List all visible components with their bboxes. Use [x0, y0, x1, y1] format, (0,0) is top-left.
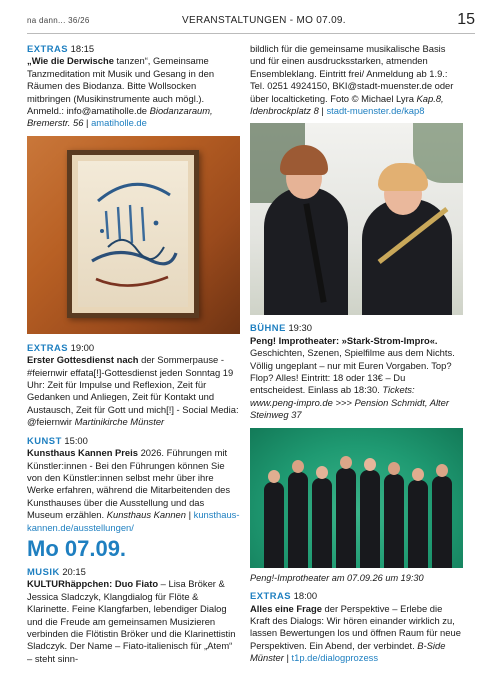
picture-frame: [67, 150, 199, 318]
category-label: EXTRAS: [250, 590, 292, 602]
event-listing: [250, 590, 463, 664]
event-description: bildlich für die gemeinsame musikalische Basis und für einen ausdrucksstarken, atmenden Ensembleklang. Eintritt frei/ Anmeldung ab 1.9.: Tel. 0251 4924150, BKI@stadt-muenster.de oder über localticketing. Foto © Michael Lyra: [250, 43, 454, 104]
performer-figure: [336, 468, 356, 568]
category-label: BÜHNE: [250, 322, 286, 334]
event-venue: Biodanzaraum, Bremerstr. 56: [27, 105, 213, 129]
performer-face: [268, 470, 280, 483]
event-title: „Wie die Derwische: [27, 55, 114, 67]
event-title: Alles eine Frage: [250, 602, 322, 614]
separator: |: [185, 509, 194, 521]
event-venue: Tickets: www.peng-impro.de >>> Pension Schmidt, Alter Steinweg 37: [250, 384, 449, 421]
page-number: 15: [457, 11, 475, 28]
event-listing: [27, 566, 240, 665]
category-label: EXTRAS: [27, 43, 69, 54]
right-column: [250, 43, 463, 665]
event-description: der Sommerpause - #feiernwir effata[!]-Gottesdienst jeden Sonntag 19 Uhr: Zeit für Impulse und Reflexion, Zeit für Gedanken und Anliegen, Zeit für Kontakt und Austausch, Zeit für Gott und mich[!] - Social Media: @feiernwir: [27, 354, 239, 428]
event-time: 19:00: [68, 341, 95, 353]
event-title: Kunsthaus Kannen Preis: [27, 447, 138, 459]
event-listing: [27, 435, 240, 534]
category-label: KUNST: [27, 434, 62, 446]
performer-face: [292, 460, 304, 473]
performer-figure: [288, 472, 308, 568]
event-listing: [27, 342, 240, 429]
event-venue: Martinikirche Münster: [74, 416, 165, 428]
performer-face: [388, 462, 400, 475]
performer-figure: [312, 478, 332, 568]
section-title: VERANSTALTUNGEN - MO 07.09.: [182, 15, 346, 26]
event-time: 20:15: [59, 565, 86, 577]
separator: |: [318, 105, 327, 117]
photo-caption: Peng!-Improtheater am 07.09.26 um 19:30: [250, 572, 424, 583]
category-label: EXTRAS: [27, 341, 69, 353]
event-link[interactable]: t1p.de/dialogprozess: [291, 652, 379, 664]
event-description: 2026. Führungen mit Künstler:innen - Bei den Führungen können Sie von den Künstler:innen selbst mehr über ihre Werke erfahren, während die Mitarbeitenden des Kunsthauses über die Ausstellung und das Museum erzählen.: [27, 447, 231, 521]
improtheater-group-photo: [250, 428, 463, 568]
date-heading: Mo 07.09.: [27, 535, 127, 561]
event-time: 19:30: [285, 322, 312, 334]
performer-figure: [384, 474, 404, 568]
event-link[interactable]: stadt-muenster.de/kap8: [326, 105, 425, 117]
event-venue: Kap.8, Idenbrockplatz 8: [250, 92, 444, 117]
performer-figure: [360, 470, 380, 568]
event-description: Geschichten, Szenen, Spielfilme aus dem Nichts. Völlig ungeplant – nur mit Euren Vorgaben. Top? Flop? Alles! Eintritt: 18 oder 13€ – Du entscheidest. Einlass ab 18:30.: [250, 347, 455, 396]
calligraphy-strokes: [78, 161, 188, 307]
event-description: der Perspektive – Erlebe die Kraft des Dialogs: Wir hören einander wirklich zu, lassen Bewertungen los und öffnen Raum für neue Perspektiven. Ein Abend, der verbindet.: [250, 602, 461, 651]
separator: |: [283, 652, 292, 664]
performer-face: [340, 456, 352, 469]
calligraphy-artwork-photo: [27, 136, 240, 334]
performer-figure: [408, 480, 428, 568]
event-description: tanzen“, Gemeinsame Tanzmeditation mit Musik und Gesang in den Räumen des Biodanza. Bitte Wollsocken mitbringen (Musikinstrumente auch mögl.). Anmeld.: info@amatiholle.de: [27, 55, 215, 117]
header-divider: [27, 33, 475, 34]
event-title: Erster Gottesdienst nach: [27, 354, 139, 366]
event-venue: Kunsthaus Kannen: [106, 509, 186, 521]
event-time: 18:15: [68, 43, 95, 54]
performer-face: [316, 466, 328, 479]
performer-figure: [264, 482, 284, 568]
performer-face: [364, 458, 376, 471]
event-time: 15:00: [61, 434, 88, 446]
event-link[interactable]: amatiholle.de: [91, 117, 147, 129]
issue-label: na dann... 36/26: [27, 16, 90, 25]
page-header: [27, 12, 475, 32]
event-listing: [27, 43, 240, 130]
event-time: 18:00: [291, 590, 318, 602]
event-continuation: [250, 43, 463, 117]
hair-shape: [378, 163, 428, 191]
event-description: – Lisa Bröker & Jessica Sladczyk, Klangdialog für Flöte & Klarinette. Feine Klangfarben, lebendiger Dialog und die Freude am gemeinsamen Musizieren verbinden die Flötistin Bröker und die Klarinettistin Sladczyk. Der Name – Fiato-italienisch für „Atem“ – steht sinn-: [27, 578, 236, 664]
duo-fiato-photo: [250, 123, 463, 315]
event-venue: B-Side Münster: [250, 639, 446, 664]
category-label: MUSIK: [27, 565, 60, 577]
event-link[interactable]: kunsthaus-kannen.de/ausstellungen/: [27, 509, 240, 533]
separator: |: [83, 117, 92, 129]
calligraphy-canvas: [78, 161, 188, 307]
performer-face: [436, 464, 448, 477]
performer-face: [412, 468, 424, 481]
event-listing: [250, 322, 463, 421]
performer-figure: [432, 476, 452, 568]
event-title: Peng! Improtheater: »Stark-Strom-Impro«.: [250, 334, 438, 346]
event-title: KULTURhäppchen: Duo Fiato: [27, 578, 159, 590]
left-column: [27, 43, 240, 665]
